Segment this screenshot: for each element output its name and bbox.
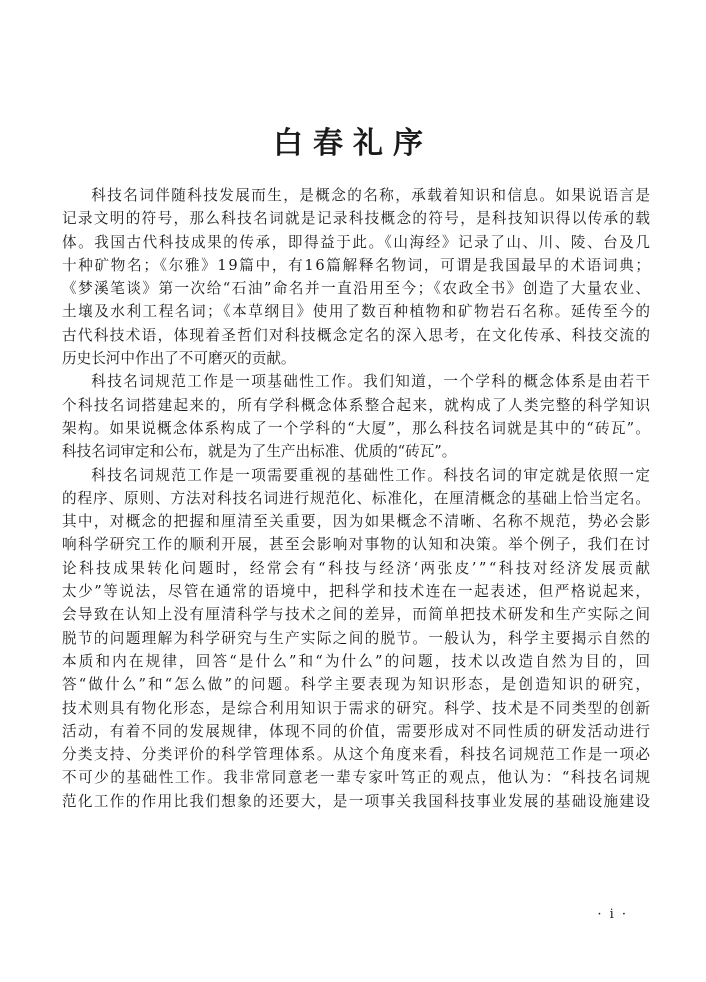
text-line: 个科技名词搭建起来的，所有学科概念体系整合起来，就构成了人类完整的科学知识 <box>62 396 652 414</box>
text-line: 本质和内在规律，回答“是什么”和“为什么”的问题，技术以改造自然为目的，回 <box>62 652 653 670</box>
paragraph-1 <box>62 184 650 370</box>
text-line: 分类支持、分类评价的科学管理体系。从这个角度来看，科技名词规范工作是一项必 <box>62 746 652 764</box>
text-line: 会导致在认知上没有厘清科学与技术之间的差异，而简单把技术研发和生产实际之间 <box>62 606 652 624</box>
body-text <box>62 184 653 813</box>
text-line: 范化工作的作用比我们想象的还要大，是一项事关我国科技事业发展的基础设施建设 <box>62 792 652 810</box>
text-line: 记录文明的符号，那么科技名词就是记录科技概念的符号，是科技知识得以传承的载 <box>62 210 652 228</box>
text-line: 《梦溪笔谈》第一次给“石油”命名并一直沿用至今；《农政全书》创造了大量农业、 <box>62 280 652 298</box>
paragraph-3 <box>62 464 653 813</box>
text-line: 响科学研究工作的顺利开展，甚至会影响对事物的认知和决策。举个例子，我们在讨 <box>62 536 652 554</box>
text-line: 太少”等说法，尽管在通常的语境中，把科学和技术连在一起表述，但严格说起来， <box>62 583 652 601</box>
text-line: 科技名词规范工作是一项基础性工作。我们知道，一个学科的概念体系是由若干 <box>91 373 652 391</box>
text-line: 不可少的基础性工作。我非常同意老一辈专家叶笃正的观点，他认为：“科技名词规 <box>62 769 652 787</box>
page-number: · i · <box>597 907 628 922</box>
text-line: 体。我国古代科技成果的传承，即得益于此。《山海经》记录了山、川、陵、台及几 <box>62 233 652 251</box>
page-title: 白春礼序 <box>273 126 433 161</box>
text-line: 十种矿物名；《尔雅》19篇中，有16篇解释名物词，可谓是我国最早的术语词典； <box>62 256 652 274</box>
text-line: 的程序、原则、方法对科技名词进行规范化、标准化，在厘清概念的基础上恰当定名。 <box>62 489 651 507</box>
text-line: 架构。如果说概念体系构成了一个学科的“大厦”，那么科技名词就是其中的“砖瓦”。 <box>62 419 652 437</box>
text-line: 科技名词规范工作是一项需要重视的基础性工作。科技名词的审定就是依照一定 <box>91 466 652 484</box>
text-line: 其中，对概念的把握和厘清至关重要，因为如果概念不清晰、名称不规范，势必会影 <box>62 513 652 531</box>
text-line: 土壤及水利工程名词；《本草纲目》使用了数百种植物和矿物岩石名称。延传至今的 <box>62 303 652 321</box>
text-line: 历史长河中作出了不可磨灭的贡献。 <box>62 350 296 368</box>
text-line: 脱节的问题理解为科学研究与生产实际之间的脱节。一般认为，科学主要揭示自然的 <box>62 629 652 647</box>
text-line: 科技名词审定和公布，就是为了生产出标准、优质的“砖瓦”。 <box>62 443 457 461</box>
text-line: 论科技成果转化问题时，经常会有“科技与经济‘两张皮’”“科技对经济发展贡献 <box>62 559 653 577</box>
text-line: 科技名词伴随科技发展而生，是概念的名称，承载着知识和信息。如果说语言是 <box>91 187 652 204</box>
text-line: 技术则具有物化形态，是综合利用知识于需求的研究。科学、技术是不同类型的创新 <box>62 699 652 717</box>
text-line: 答“做什么”和“怎么做”的问题。科学主要表现为知识形态，是创造知识的研究， <box>62 676 653 694</box>
paragraph-2 <box>62 370 650 463</box>
text-line: 古代科技术语，体现着圣哲们对科技概念定名的深入思考，在文化传承、科技交流的 <box>62 326 652 344</box>
text-line: 活动，有着不同的发展规律，体现不同的价值，需要形成对不同性质的研发活动进行 <box>62 722 652 740</box>
